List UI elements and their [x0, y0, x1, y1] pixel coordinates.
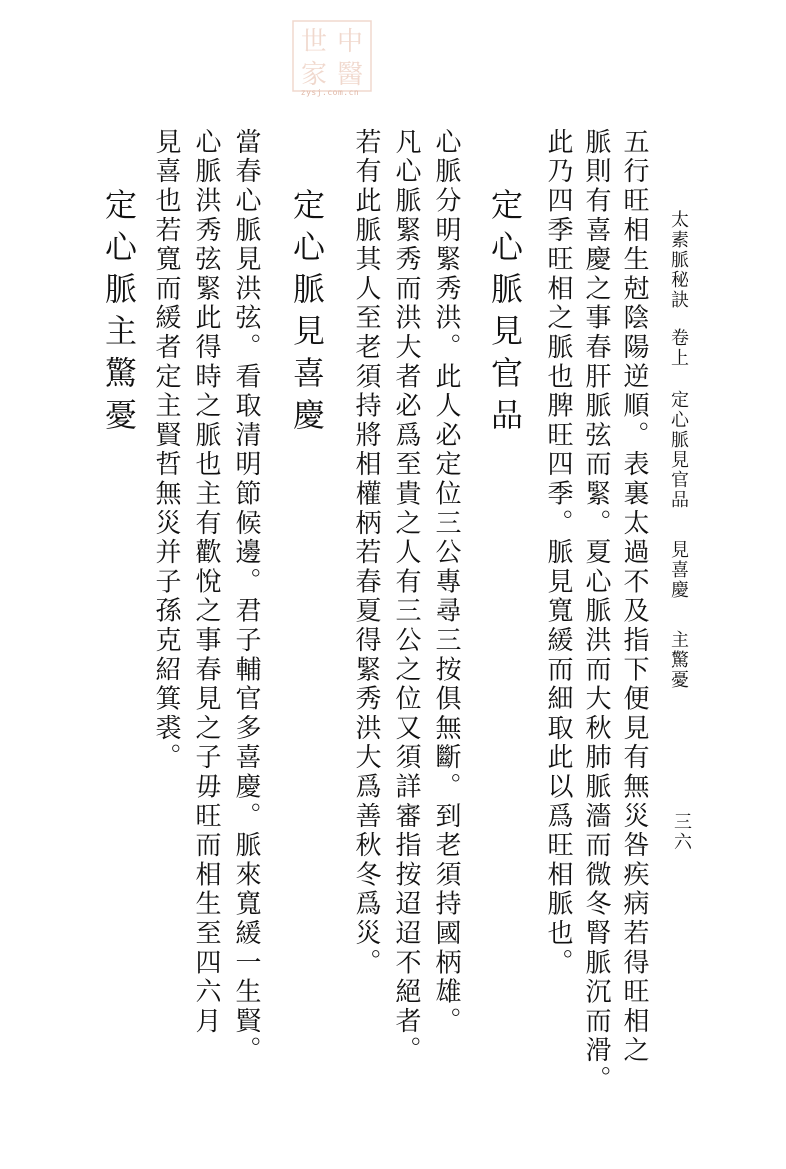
watermark-site: zysj.com.cn	[300, 88, 360, 97]
section-2-line-2: 心脈洪秀弦緊此得時之脈也主有歡悅之事春見之子毋旺而相生至四六月	[191, 128, 221, 1037]
section-title-fright-worry: 定心脈主驚憂	[100, 188, 138, 440]
header-section-1: 定心脈見官品	[668, 390, 689, 510]
section-1-line-3: 若有此脈其人至老須持將相權柄若春夏得緊秀洪大爲善秋冬爲災。	[351, 128, 381, 978]
volume-label: 卷上	[668, 328, 689, 368]
text-column-3: 此乃四季旺相之脈也脾旺四季。脈見寬緩而細取此以爲旺相脈也。	[543, 128, 573, 978]
section-title-celebration: 定心脈見喜慶	[288, 188, 326, 440]
section-1-line-2: 凡心脈緊秀而洪大者必爲至貴之人有三公之位又須詳審指按迢迢不絕者。	[391, 128, 421, 1066]
header-section-2: 見喜慶	[668, 540, 689, 600]
svg-text:中: 中	[336, 27, 364, 57]
text-column-1: 五行旺相生尅陰陽逆順。表裏太過不及指下便見有無災咎疾病若得旺相之	[619, 128, 649, 1066]
svg-text:家: 家	[300, 60, 328, 90]
section-1-line-1: 心脈分明緊秀洪。此人必定位三公專尋三按俱無斷。到老須持國柄雄。	[431, 128, 461, 1037]
section-title-official-rank: 定心脈見官品	[486, 188, 524, 440]
svg-text:世: 世	[300, 27, 328, 57]
text-column-2: 脈則有喜慶之事春肝脈弦而緊。夏心脈洪而大秋肺脈濇而微冬腎脈沉而滑。	[581, 128, 611, 1095]
book-title: 太素脈秘訣	[668, 210, 689, 310]
section-2-line-1: 當春心脈見洪弦。看取清明節候邊。君子輔官多喜慶。脈來寬緩一生賢。	[231, 128, 261, 1066]
section-2-line-3: 見喜也若寬而緩者定主賢哲無災并子孫克紹箕裘。	[151, 128, 181, 773]
zhongyi-shijia-logo	[292, 20, 372, 92]
header-section-3: 主驚憂	[668, 630, 689, 690]
svg-text:醫: 醫	[336, 60, 364, 90]
running-header	[662, 210, 694, 900]
page-number: 三六	[671, 812, 692, 852]
